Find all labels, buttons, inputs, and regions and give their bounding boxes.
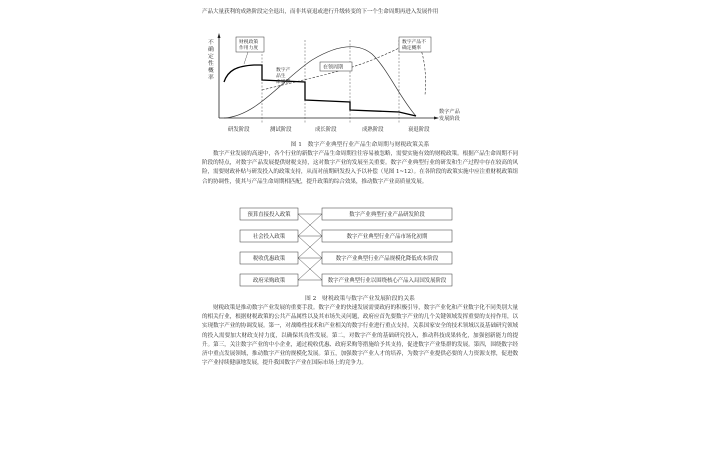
figure-1-lifecycle-chart	[202, 20, 518, 136]
stage-labels	[228, 125, 430, 133]
paragraph-1: 数字产业发展的高速中，各个行业的新数字产品生命周期往往容易被忽略，需要实施有效的财税政策。根据产品生命周期不同阶段的特点，对数字产品发展提供财税支持，这对数字产业的发展至关重要。数字产业典型行业的研发和生产过程中存在较高的风险，需要财政补贴与研发投入的政策支持，从而对前期研发投入予以补偿（见图 1~12）。在各阶段的政策实施中应注重财税政策组合的协调性，使其与产品生命周期相匹配，提升政策的综合效果，推动数字产业高质量发展。	[202, 151, 518, 185]
annotation-lifecycle: 在领周期	[323, 64, 344, 71]
svg-text:品生: 品生	[276, 74, 286, 79]
stage-box-global: 数字产业典型行业以围绕核心产品入局国发展阶段	[327, 278, 447, 284]
svg-text:命周期: 命周期	[276, 80, 291, 85]
annotation-product-lifecycle: 数字产	[276, 68, 291, 73]
annotation-uncertainty: 数字产品不	[402, 40, 426, 45]
svg-text:定: 定	[208, 54, 214, 60]
svg-text:成熟阶段: 成熟阶段	[362, 127, 384, 133]
left-policy-boxes	[240, 208, 298, 286]
connector-lines	[298, 214, 322, 280]
svg-text:概: 概	[208, 68, 214, 74]
y-axis-label	[208, 38, 214, 81]
right-stage-boxes	[322, 208, 452, 286]
svg-text:作用力度: 作用力度	[239, 46, 259, 51]
svg-text:确定概率: 确定概率	[402, 46, 422, 51]
policy-box-tax-incentive: 税收优惠政策	[252, 256, 286, 262]
svg-text:率: 率	[208, 75, 214, 81]
svg-text:发展阶段: 发展阶段	[439, 116, 460, 122]
policy-box-social-investment: 社会投入政策	[252, 234, 286, 240]
stage-box-early-market: 数字产业典型行业产品市场化初期	[346, 234, 428, 240]
policy-intensity-curve	[224, 65, 416, 116]
policy-box-procurement: 政府采购政策	[252, 278, 286, 284]
policy-box-budget: 预算直接投入政策	[247, 212, 291, 218]
product-lifecycle-curve	[224, 47, 416, 118]
svg-text:确: 确	[208, 47, 214, 53]
top-text-line: 产品大量获利的成熟阶段完全退出，而非其衰退或进行升级转变的下一个生命周期再进入发展作用	[202, 9, 439, 15]
svg-text:成长阶段: 成长阶段	[315, 127, 337, 133]
svg-text:衰退阶段: 衰退阶段	[408, 127, 430, 133]
figure-2-policy-diagram	[202, 206, 518, 288]
paragraph-2: 财税政策是推动数字产业发展的重要手段。数字产业的快速发展需要政府的积极引导，数字产业化和产业数字化不同类别大量的相关行业，根据财税政策的公共产品属性以及其市场失灵问题，政府应首先要数字产业的几个关键领域发挥重要的支持作用，以实现数字产业的协调发展。第一，对战略性技术和产业相关的数字行业进行重点支持，关系国家安全的技术领域以及基础研究领域的投入需要加大财政支持力度，以确保其良性发展。第二，对数字产业的基础研究投入，推动科技成果转化，加强创新能力的提升。第三，关注数字产业的中小企业，通过税收优惠、政府采购等措施给予其支持，促进数字产业集群的发展。第四，围绕数字经济中重点发展领域，推动数字产业的规模化发展。第五，加强数字产业人才的培养，为数字产业提供必要的人力资源支撑，促进数字产业持续健康地发展，提升我国数字产业在国际市场上的竞争力。	[202, 305, 518, 367]
paper-page	[202, 8, 518, 446]
svg-text:测试阶段: 测试阶段	[270, 127, 292, 133]
annotation-policy: 财税政策	[239, 40, 259, 45]
x-axis-label: 数字产品	[439, 109, 460, 115]
figure-2-caption: 图 2 财税政策与数字产业发展阶段的关系	[305, 296, 415, 302]
svg-text:研发阶段: 研发阶段	[228, 127, 250, 133]
stage-box-rnd: 数字产业典型行业产品研发阶段	[349, 212, 425, 218]
svg-text:性: 性	[208, 61, 214, 67]
svg-text:不: 不	[208, 40, 214, 46]
figure-1-caption: 图 1 数字产业典型行业产品生命周期与财税政策关系	[290, 142, 430, 148]
stage-box-scale: 数字产业典型行业产品规模化降低成本阶段	[335, 256, 439, 262]
